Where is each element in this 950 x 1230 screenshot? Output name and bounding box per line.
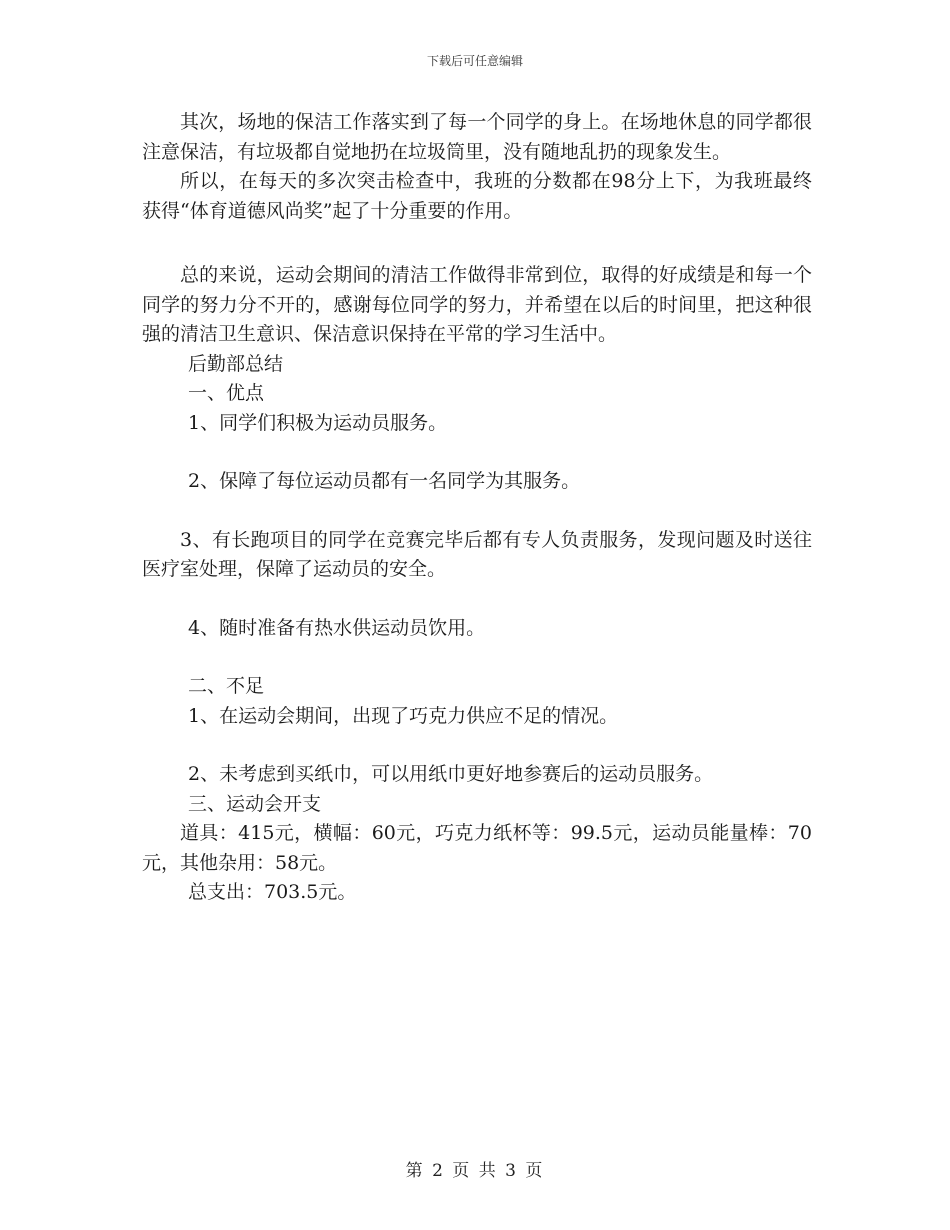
paragraph-conclusion: 总的来说，运动会期间的清洁工作做得非常到位，取得的好成绩是和每一个同学的努力分不开的，感谢每位同学的努力，并希望在以后的时间里，把这种很强的清洁卫生意识、保洁意识保持在平常的学习生活中。 <box>142 264 812 345</box>
paragraph-inspection-score: 所以，在每天的多次突击检查中，我班的分数都在98分上下，为我班最终获得“体育道德风尚奖”起了十分重要的作用。 <box>142 170 812 222</box>
paragraph-spacer <box>142 438 812 467</box>
section-heading-expenses: 三、运动会开支 <box>188 792 322 815</box>
merit-item-3: 3、有长跑项目的同学在竞赛完毕后都有专人负责服务，发现问题及时送往医疗室处理，保障了运动员的安全。 <box>142 528 812 580</box>
section-heading-merits: 一、优点 <box>188 382 265 404</box>
paragraph-spacer <box>142 585 812 614</box>
merit-item-2: 2、保障了每位运动员都有一名同学为其服务。 <box>188 470 581 492</box>
expenses-total: 总支出：703.5元。 <box>188 881 357 903</box>
section-heading-shortcomings: 二、不足 <box>188 675 265 697</box>
shortcoming-item-2: 2、未考虑到买纸巾，可以用纸巾更好地参赛后的运动员服务。 <box>188 763 714 785</box>
paragraph-spacer <box>142 643 812 672</box>
shortcoming-item-1: 1、在运动会期间，出现了巧克力供应不足的情况。 <box>188 704 619 727</box>
page-header: 下载后可任意编辑 <box>426 54 523 68</box>
paragraph-spacer <box>142 497 812 526</box>
document-body <box>142 108 812 908</box>
page-number: 第 2 页 共 3 页 <box>405 1161 545 1181</box>
paragraph-spacer <box>142 226 812 261</box>
paragraph-spacer <box>142 731 812 760</box>
paragraph-cleaning-duty: 其次，场地的保洁工作落实到了每一个同学的身上。在场地休息的同学都很注意保洁，有垃圾都自觉地扔在垃圾筒里，没有随地乱扔的现象发生。 <box>142 111 812 163</box>
merit-item-4: 4、随时准备有热水供运动员饮用。 <box>188 616 486 639</box>
merit-item-1: 1、同学们积极为运动员服务。 <box>188 411 448 434</box>
expenses-detail: 道具：415元，横幅：60元，巧克力纸杯等：99.5元，运动员能量棒：70元，其他杂用：58元。 <box>142 822 812 874</box>
section-heading-logistics: 后勤部总结 <box>188 352 284 375</box>
